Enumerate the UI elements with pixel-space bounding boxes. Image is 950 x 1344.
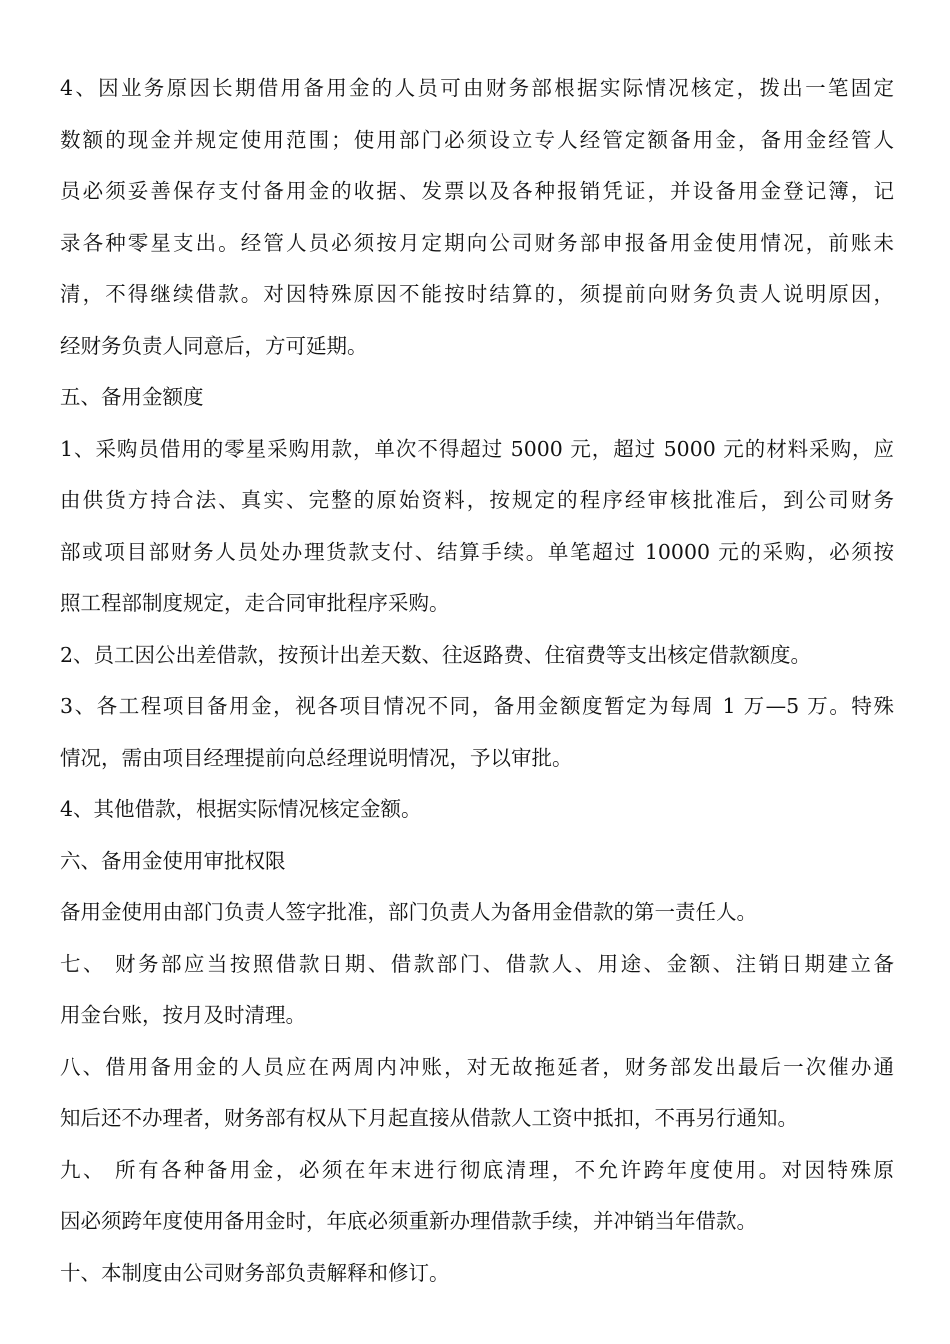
- section-heading: 五、备用金额度: [60, 385, 204, 409]
- text-line: 1、采购员借用的零星采购用款，单次不得超过 5000 元，超过 5000 元的材料采购，应: [60, 436, 894, 461]
- text-line: 十、本制度由公司财务部负责解释和修订。: [60, 1260, 450, 1285]
- text-line: 八、借用备用金的人员应在两周内冲账，对无故拖延者，财务部发出最后一次催办通: [60, 1054, 894, 1079]
- text-line: 3、各工程项目备用金，视各项目情况不同，备用金额度暂定为每周 1 万—5 万。特殊: [60, 694, 894, 718]
- text-line: 员必须妥善保存支付备用金的收据、发票以及各种报销凭证，并设备用金登记簿，记: [60, 179, 894, 203]
- section-heading: 六、备用金使用审批权限: [60, 848, 286, 873]
- text-line: 知后还不办理者，财务部有权从下月起直接从借款人工资中抵扣，不再另行通知。: [60, 1106, 798, 1130]
- text-line: 录各种零星支出。经管人员必须按月定期向公司财务部申报备用金使用情况，前账未: [60, 230, 894, 255]
- text-line: 清，不得继续借款。对因特殊原因不能按时结算的，须提前向财务负责人说明原因，: [60, 282, 894, 306]
- text-line: 九、 所有各种备用金，必须在年末进行彻底清理，不允许跨年度使用。对因特殊原: [60, 1157, 894, 1182]
- text-line: 七、 财务部应当按照借款日期、借款部门、借款人、用途、金额、注销日期建立备: [60, 951, 894, 976]
- text-line: 经财务负责人同意后，方可延期。: [60, 333, 368, 358]
- text-line: 4、其他借款，根据实际情况核定金额。: [60, 797, 422, 821]
- text-line: 用金台账，按月及时清理。: [60, 1003, 306, 1027]
- text-line: 2、员工因公出差借款，按预计出差天数、往返路费、住宿费等支出核定借款额度。: [60, 642, 812, 667]
- document-page: [60, 68, 894, 1304]
- text-line: 部或项目部财务人员处办理货款支付、结算手续。单笔超过 10000 元的采购，必须按: [60, 539, 894, 564]
- text-line: 备用金使用由部门负责人签字批准，部门负责人为备用金借款的第一责任人。: [60, 900, 757, 924]
- text-line: 因必须跨年度使用备用金时，年底必须重新办理借款手续，并冲销当年借款。: [60, 1209, 757, 1233]
- text-line: 数额的现金并规定使用范围；使用部门必须设立专人经管定额备用金，备用金经管人: [60, 127, 894, 152]
- text-line: 照工程部制度规定，走合同审批程序采购。: [60, 591, 450, 615]
- text-line: 由供货方持合法、真实、完整的原始资料，按规定的程序经审核批准后，到公司财务: [60, 488, 894, 512]
- text-line: 4、因业务原因长期借用备用金的人员可由财务部根据实际情况核定，拨出一笔固定: [60, 76, 894, 100]
- text-line: 情况，需由项目经理提前向总经理说明情况，予以审批。: [60, 745, 573, 770]
